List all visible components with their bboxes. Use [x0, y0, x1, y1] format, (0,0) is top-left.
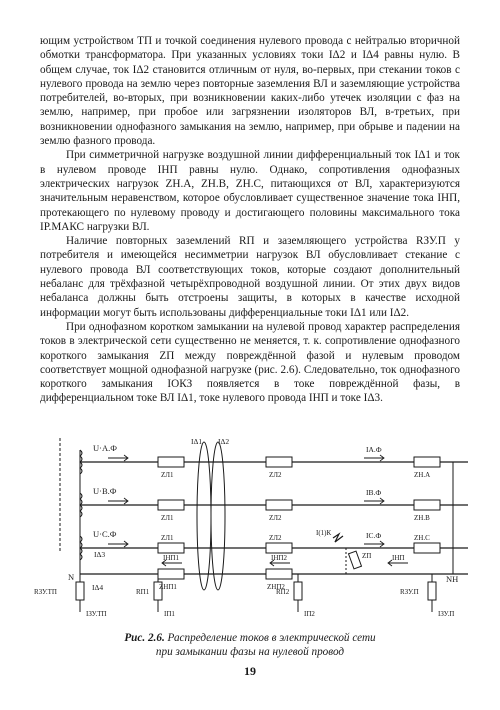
label-zn-a: ZН.А	[414, 471, 431, 479]
label-inp1: IНП1	[163, 554, 179, 562]
label-zl1-b: ZЛ1	[161, 514, 174, 522]
label-zl1-a: ZЛ1	[161, 471, 174, 479]
circuit-diagram	[28, 432, 476, 624]
paragraph-4: При однофазном коротком замыкании на нулевой провод характер распределения токов в электрической сети существенно не меняется, т. к. сопротивление однофазного короткого замыкания ZП между повреждённой фазой и нулевым проводом соответствует мощной однофазной нагрузке (рис. 2.6). Следовательно, ток однофазного короткого замыкания IОКЗ появляется в токе повреждённой фазы, в дифференциальном токе ВЛ IΔ1, токе нулевого провода IНП и токе IΔ3.	[40, 320, 460, 405]
label-ikz: I(1)К	[316, 529, 332, 537]
caption-line-1: Распределение токов в электрической сети	[167, 632, 376, 644]
label-i-a: IА.Ф	[366, 445, 382, 454]
paragraph-2: При симметричной нагрузке воздушной линии дифференциальный ток IΔ1 и ток в нулевом проводе IНП равны нулю. Однако, сопротивления однофазных электрических нагрузок ZН.А, ZН.В, ZН.С, питающихся от ВЛ, характеризуются значительным неравенством, которое обусловливает существенное значение тока IНП, протекающего по нулевому проводу и достигающего половины максимального тока IР.МАКС нагрузки ВЛ.	[40, 149, 460, 233]
label-id4: IΔ4	[92, 583, 104, 592]
label-i-c: IС.Ф	[366, 531, 382, 540]
label-inp2: IНП2	[271, 554, 287, 562]
label-i-b: IВ.Ф	[366, 488, 382, 497]
label-zl2-c: ZЛ2	[269, 534, 282, 542]
figure-caption	[40, 631, 460, 659]
text-body	[40, 34, 460, 406]
label-rp2: RП2	[276, 588, 290, 596]
label-zn-c: ZН.С	[414, 534, 430, 542]
label-u-c: U·С.Ф	[93, 529, 117, 539]
page-number: 19	[244, 664, 256, 678]
caption-line-2: при замыкании фазы на нулевой провод	[155, 646, 345, 658]
label-zp: ZП	[362, 552, 372, 560]
label-rp1: RП1	[136, 588, 150, 596]
label-izu-tp: IЗУ.ТП	[86, 610, 107, 618]
paragraph-3: Наличие повторных заземлений RП и заземляющего устройства RЗУ.П у потребителя и имеющейся несимметрии нагрузок ВЛ обусловливает стекание с нулевого провода ВЛ соответствующих токов, которые создают дополнительный небаланс для трёхфазной четырёхпроводной воздушной линии. От этих двух видов небаланса должны быть отстроены защиты, в которых в качестве исходной информации могут быть использованы дифференциальные токи IΔ1 или IΔ2.	[40, 235, 460, 319]
caption-number: Рис. 2.6.	[124, 632, 165, 644]
label-ip2: IП2	[304, 610, 315, 618]
label-zl1-c: ZЛ1	[161, 534, 174, 542]
label-izu-p: IЗУ.П	[438, 610, 455, 618]
circuit-svg	[28, 432, 476, 624]
label-u-b: U·В.Ф	[93, 486, 117, 496]
label-ip1: IП1	[164, 610, 175, 618]
label-zn-b: ZН.В	[414, 514, 430, 522]
label-u-a: U·А.Ф	[93, 443, 117, 453]
label-id3: IΔ3	[94, 550, 106, 559]
label-znp1: ZНП1	[159, 583, 177, 591]
label-znp2: ZНП2	[267, 583, 285, 591]
label-inp: IНП	[392, 554, 405, 562]
label-id2: IΔ2	[218, 437, 230, 446]
label-zl2-a: ZЛ2	[269, 471, 282, 479]
label-rzu-p: RЗУ.П	[400, 588, 419, 596]
paragraph-1: ющим устройством ТП и точкой соединения нулевого провода с нейтралью вторичной обмотки трансформатора. При указанных условиях токи IΔ2 и IΔ4 равны нулю. В общем случае, ток IΔ2 становится отличным от нуля, во-первых, при стекании токов с нулевого провода на землю через повторные заземления ВЛ и заземляющие устройства потребителей, во-вторых, при возникновении каких-либо утечек изоляции с фаз на землю, например, при пробое или загрязнении изоляторов ВЛ, в-третьих, при возникновении однофазного замыкания на землю, например, при обрыве и падении на землю фазного провода.	[40, 35, 460, 148]
label-rzu-tp: RЗУ.ТП	[34, 588, 57, 596]
label-n-left: N	[68, 572, 75, 582]
label-id1: IΔ1	[191, 437, 203, 446]
label-zl2-b: ZЛ2	[269, 514, 282, 522]
label-n-right: NН	[446, 574, 459, 584]
